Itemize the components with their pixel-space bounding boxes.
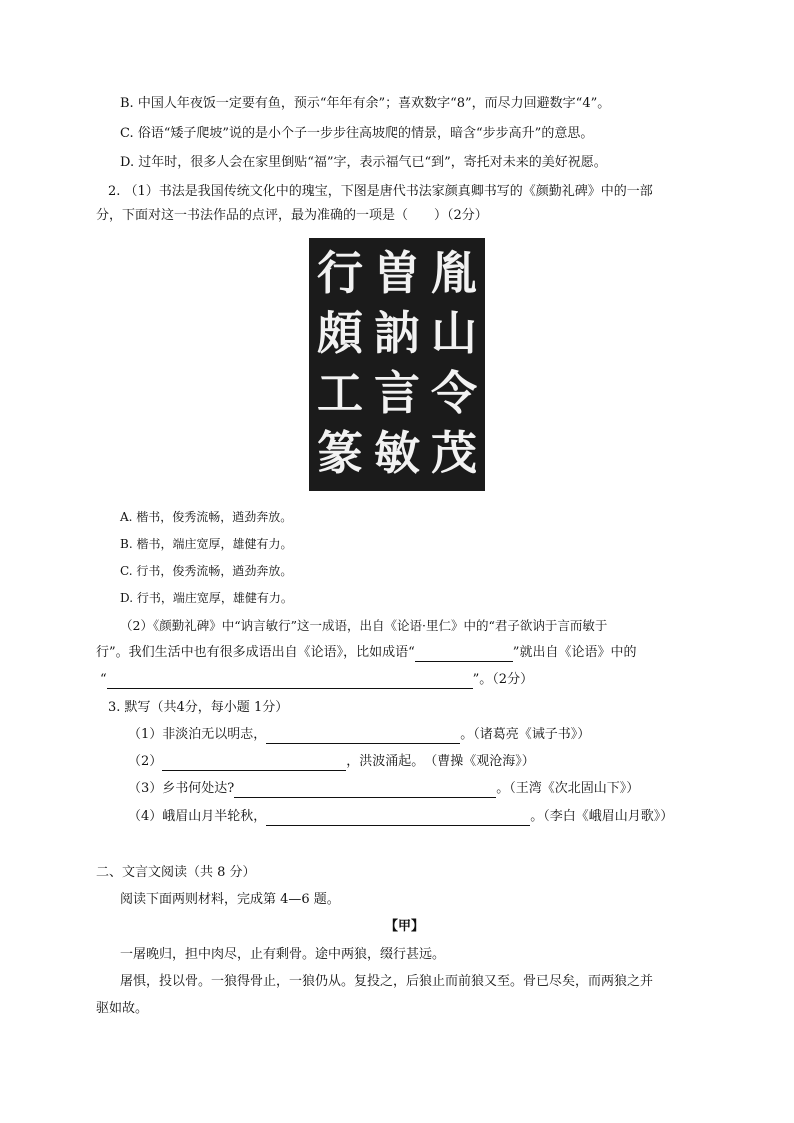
dictation-prompt: （1）非淡泊无以明志， xyxy=(128,727,267,742)
question-2-part1-line2: 分，下面对这一书法作品的点评，最为准确的一项是（ ）（2分） xyxy=(96,208,488,223)
question-3-title: 3. 默写（共4分，每小题 1分） xyxy=(108,700,289,715)
calligraphy-char: 茂 xyxy=(431,426,477,480)
q2-option-a: A. 楷书，俊秀流畅，遒劲奔放。 xyxy=(120,510,293,524)
calligraphy-char: 工 xyxy=(317,366,363,420)
option-d: D. 过年时，很多人会在家里倒贴“福”字，表示福气已“到”，寄托对未来的美好祝愿。 xyxy=(120,155,607,170)
part2-line2-prefix: 行”。我们生活中也有很多成语出自《论语》，比如成语“ xyxy=(96,645,415,660)
calligraphy-char: 敏 xyxy=(374,426,420,480)
dictation-prompt: （4）峨眉山月半轮秋， xyxy=(128,809,267,824)
dictation-source: 。（李白《峨眉山月歌》） xyxy=(530,809,674,824)
calligraphy-char: 言 xyxy=(374,366,420,420)
dictation-source: 。（诸葛亮《诫子书》） xyxy=(460,727,591,742)
passage-para-1: 一屠晚归，担中肉尽，止有剩骨。途中两狼，缀行甚远。 xyxy=(120,947,446,962)
dictation-prompt: （3）乡书何处达? xyxy=(128,781,235,796)
question-2-part2-line2 xyxy=(96,644,636,662)
calligraphy-char: 山 xyxy=(431,306,477,360)
dictation-blank[interactable] xyxy=(266,730,460,744)
question-2-part2-line3 xyxy=(100,671,533,689)
option-b: B. 中国人年夜饭一定要有鱼，预示“年年有余”；喜欢数字“8”，而尽力回避数字“4”。 xyxy=(120,96,611,111)
question-2-part2-line1: （2）《颜勤礼碑》中“讷言敏行”这一成语，出自《论语·里仁》中的“君子欲讷于言而敏于 xyxy=(120,618,608,633)
calligraphy-char: 令 xyxy=(431,366,477,420)
option-c: C. 俗语“矮子爬坡”说的是小个子一步步往高坡爬的情景，暗含“步步高升”的意思。 xyxy=(120,126,594,141)
dictation-blank[interactable] xyxy=(266,812,530,826)
dictation-item-2 xyxy=(128,753,535,771)
question-2-part1-line1: 2. （1）书法是我国传统文化中的瑰宝，下图是唐代书法家颜真卿书写的《颜勤礼碑》中的一部 xyxy=(108,184,653,199)
part2-line2-suffix: ”就出自《论语》中的 xyxy=(512,645,637,660)
dictation-item-1 xyxy=(128,726,590,744)
quote-open: “ xyxy=(100,672,107,687)
dictation-blank[interactable] xyxy=(234,784,496,798)
q2-option-d: D. 行书，端庄宽厚，雄健有力。 xyxy=(120,591,293,605)
calligraphy-char: 胤 xyxy=(431,246,477,300)
quote-blank[interactable] xyxy=(107,675,473,689)
idiom-blank[interactable] xyxy=(415,648,513,662)
calligraphy-char: 曽 xyxy=(374,246,420,300)
calligraphy-char: 訥 xyxy=(374,306,420,360)
calligraphy-char: 行 xyxy=(317,246,363,300)
calligraphy-char: 頗 xyxy=(317,306,363,360)
passage-jia-label: 【甲】 xyxy=(385,919,425,934)
passage-para-2-line2: 驱如故。 xyxy=(96,1001,149,1016)
dictation-source: ，洪波涌起。 （曹操《观沧海》） xyxy=(346,754,535,769)
dictation-item-4 xyxy=(128,808,673,826)
calligraphy-char: 篆 xyxy=(317,426,363,480)
dictation-prompt: （2） xyxy=(128,754,163,769)
dictation-blank[interactable] xyxy=(162,757,346,771)
calligraphy-image xyxy=(309,238,485,491)
q2-option-c: C. 行书，俊秀流畅，遒劲奔放。 xyxy=(120,564,293,578)
quote-close: ”。（2分） xyxy=(472,672,534,687)
passage-para-2-line1: 屠惧，投以骨。一狼得骨止，一狼仍从。复投之，后狼止而前狼又至。骨已尽矣，而两狼之并 xyxy=(120,974,654,989)
section-2-instruction: 阅读下面两则材料，完成第 4—6 题。 xyxy=(120,892,340,907)
q2-option-b: B. 楷书，端庄宽厚，雄健有力。 xyxy=(120,537,293,551)
dictation-source: 。（王湾《次北固山下》） xyxy=(496,781,640,796)
section-2-title: 二、文言文阅读（共 8 分） xyxy=(96,865,256,880)
dictation-item-3 xyxy=(128,780,639,798)
